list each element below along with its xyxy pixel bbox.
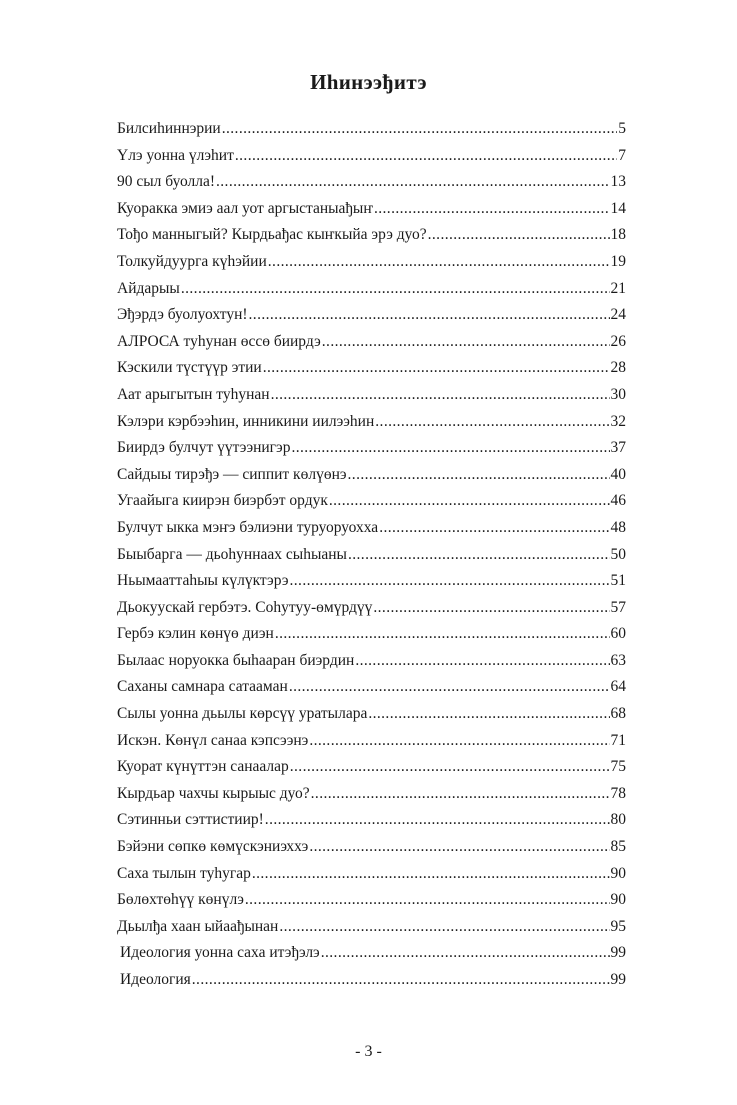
table-of-contents [117,116,626,994]
toc-entry-page: 75 [610,758,626,776]
toc-entry [117,648,626,675]
toc-entry [117,382,626,409]
toc-entry [117,276,626,303]
toc-leader-dots [291,435,609,462]
toc-entry [117,568,626,595]
toc-entry-page: 32 [610,412,626,430]
toc-entry [117,515,626,542]
toc-entry-title: Саха тылын туhугар [117,864,251,882]
toc-entry [117,914,626,941]
toc-leader-dots [290,754,610,781]
toc-entry-page: 50 [610,545,626,563]
toc-entry-title: Тођо манныгый? Кырдьађас кыҥкыйа эрэ дуо? [117,226,427,244]
toc-leader-dots [268,249,610,276]
toc-entry-page: 19 [610,252,626,270]
toc-entry [117,967,626,994]
page-number: - 3 - [355,1043,382,1060]
toc-entry-page: 5 [618,120,626,137]
toc-entry-title: Бөлөхтөhүү көнүлэ [117,891,244,909]
toc-entry-title: Аат арыгытын туhунан [117,385,270,403]
toc-leader-dots [355,648,609,675]
toc-leader-dots [216,169,610,196]
toc-leader-dots [309,728,609,755]
toc-entry-title: Былаас норуокка быhааран биэрдин [117,651,355,669]
toc-leader-dots [321,940,610,967]
toc-leader-dots [368,701,609,728]
toc-entry [117,169,626,196]
toc-entry-title: Искэн. Көнүл санаа кэпсээнэ [117,731,309,749]
toc-leader-dots [289,674,610,701]
toc-entry-page: 78 [610,784,626,802]
toc-entry-page: 90 [610,891,626,909]
toc-entry-page: 28 [610,359,626,377]
toc-entry-page: 64 [610,678,626,696]
toc-entry-title: Кэлэри кэрбээhин, инникини иилээhин [117,412,375,430]
toc-leader-dots [271,382,610,409]
toc-leader-dots [263,355,610,382]
toc-entry-title: Биирдэ булчут үүтээнигэр [117,439,291,457]
toc-entry [117,728,626,755]
toc-entry-title: Гербэ кэлин көнүө диэн [117,625,274,643]
toc-entry-page: 99 [610,944,626,962]
toc-entry [117,781,626,808]
toc-entry [117,222,626,249]
toc-entry-page: 51 [610,572,626,590]
toc-entry [117,329,626,356]
toc-entry [117,143,626,170]
toc-entry-title: Ньымааттаhыы күлүктэрэ [117,572,289,590]
toc-entry [117,834,626,861]
toc-leader-dots [375,409,609,436]
toc-entry [117,621,626,648]
toc-entry [117,196,626,223]
toc-entry [117,674,626,701]
toc-leader-dots [290,568,610,595]
toc-entry-title: Сайдыы тирэђэ — сиппит көлүөнэ [117,465,347,483]
toc-leader-dots [348,542,610,569]
toc-entry [117,861,626,888]
toc-entry-page: 18 [610,226,626,244]
toc-entry [117,435,626,462]
toc-entry-title: Билсиhиннэрии [117,120,221,137]
toc-leader-dots [329,488,610,515]
toc-entry-page: 95 [610,917,626,935]
toc-entry-page: 60 [610,625,626,643]
toc-entry-page: 68 [610,705,626,723]
toc-leader-dots [245,887,610,914]
toc-entry-title: Сэтинньи сэттистиир! [117,811,264,829]
toc-entry-page: 24 [610,306,626,324]
toc-entry-page: 7 [618,146,626,164]
toc-entry-page: 71 [610,731,626,749]
toc-entry-title: Быыбарга — дьоhуннаах сыhыаны [117,545,347,563]
toc-leader-dots [311,781,610,808]
toc-entry-title: Идеология [120,971,191,988]
toc-leader-dots [428,222,610,249]
toc-entry-title: Кырдьар чахчы кырыыс дуо? [117,784,310,802]
toc-leader-dots [192,967,610,994]
toc-entry-title: 90 сыл буолла! [117,173,215,191]
toc-entry [117,887,626,914]
toc-leader-dots [265,807,610,834]
toc-leader-dots [374,196,610,223]
toc-entry-page: 14 [610,199,626,217]
toc-entry-title: Үлэ уонна үлэhит [117,146,234,164]
toc-entry-title: Угаайыга киирэн биэрбэт ордук [117,492,328,510]
toc-leader-dots [275,621,610,648]
toc-leader-dots [309,834,609,861]
toc-entry-page: 40 [610,465,626,483]
page-title: Иhинээђитэ [310,70,427,94]
toc-entry-title: Бэйэни сөпкө көмүскэниэххэ [117,838,309,856]
toc-entry [117,462,626,489]
toc-entry [117,940,626,967]
toc-entry [117,116,626,143]
toc-entry [117,595,626,622]
toc-entry-title: Булчут ыкка мэҥэ бэлиэни туруоруохха [117,518,379,536]
toc-entry-page: 90 [610,864,626,882]
toc-leader-dots [249,302,610,329]
toc-entry-title: Саханы самнара сатааман [117,678,288,696]
toc-entry [117,542,626,569]
toc-entry-page: 99 [610,971,626,988]
toc-entry-title: Толкуйдуурга күhэйии [117,252,267,270]
toc-leader-dots [235,143,617,170]
toc-entry-page: 46 [610,492,626,510]
toc-entry-page: 30 [610,385,626,403]
toc-leader-dots [181,276,610,303]
toc-entry-title: Идеология уонна саха итэђэлэ [120,944,320,962]
toc-entry [117,249,626,276]
toc-entry [117,355,626,382]
toc-entry-page: 80 [610,811,626,829]
toc-entry-title: Дьылђа хаан ыйаађынан [117,917,279,935]
toc-entry-title: Сылы уонна дьылы көрсүү уратылара [117,705,368,723]
toc-entry [117,701,626,728]
toc-entry-title: Куоракка эмиэ аал уот аргыстаныађыҥ [117,199,373,217]
toc-leader-dots [322,329,610,356]
toc-entry [117,807,626,834]
toc-entry-title: АЛРОСА туhунан өссө биирдэ [117,332,321,350]
toc-entry-title: Айдарыы [117,279,180,297]
toc-leader-dots [279,914,609,941]
toc-entry-page: 48 [610,518,626,536]
toc-leader-dots [348,462,610,489]
toc-entry-title: Эђэрдэ буолуохтун! [117,306,248,324]
toc-leader-dots [222,116,618,143]
toc-entry-page: 57 [610,598,626,616]
toc-entry-page: 85 [610,838,626,856]
toc-entry-title: Кэскили түстүүр этии [117,359,262,377]
toc-entry-page: 21 [610,279,626,297]
toc-entry [117,754,626,781]
toc-leader-dots [373,595,609,622]
toc-entry-title: Куорат күнүттэн санаалар [117,758,289,776]
toc-entry-page: 13 [610,173,626,191]
toc-entry [117,302,626,329]
toc-entry-page: 63 [610,651,626,669]
toc-entry [117,409,626,436]
toc-entry-page: 37 [610,439,626,457]
toc-entry-page: 26 [610,332,626,350]
toc-entry [117,488,626,515]
toc-leader-dots [379,515,609,542]
toc-leader-dots [252,861,610,888]
toc-entry-title: Дьокуускай гербэтэ. Соhутуу-өмүрдүү [117,598,373,616]
